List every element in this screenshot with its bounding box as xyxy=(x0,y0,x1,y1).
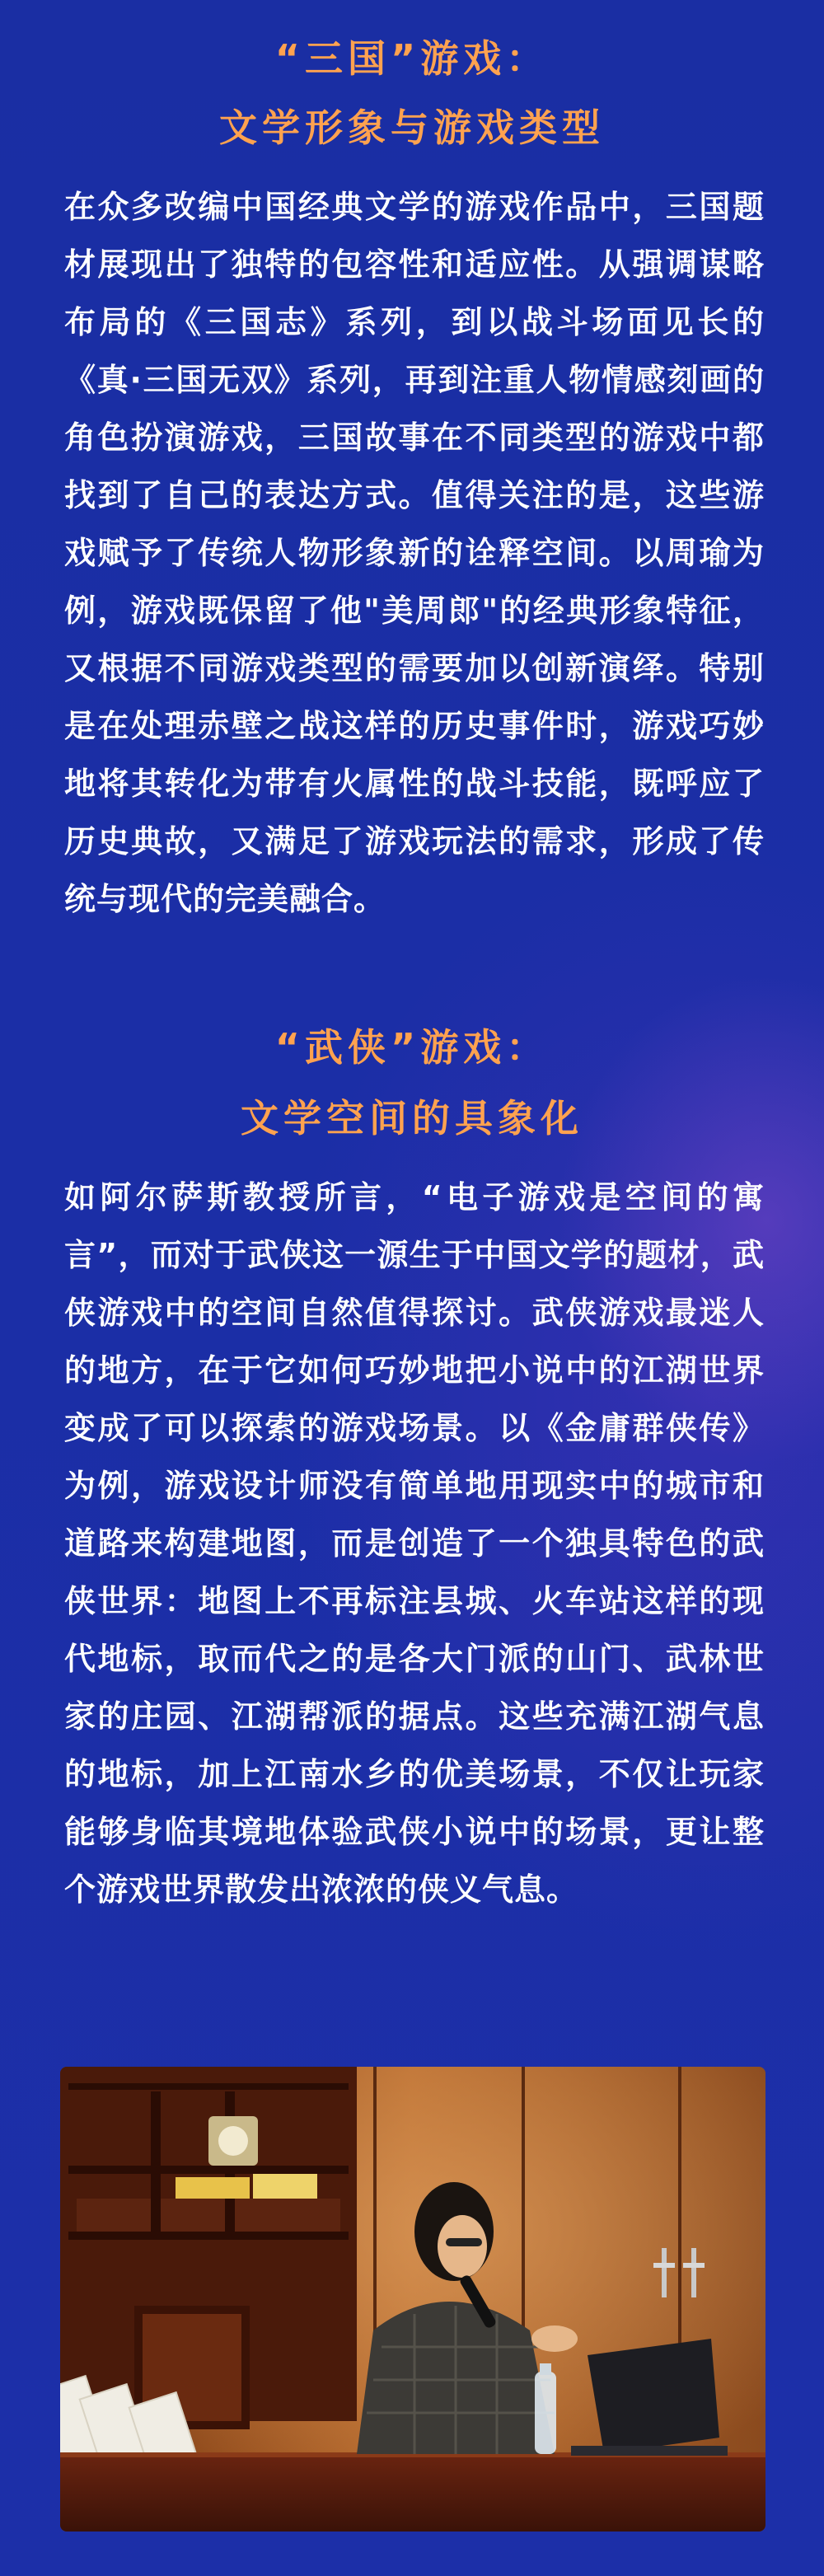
section2-title-line1: “武侠”游戏： xyxy=(274,1025,550,1070)
section1-title-line1: “三国”游戏： xyxy=(274,36,550,81)
lecture-photo-illustration xyxy=(60,2067,765,2532)
section2-paragraph: 如阿尔萨斯教授所言，“电子游戏是空间的寓言”，而对于武侠这一源生于中国文学的题材，武侠游戏中的空间自然值得探讨。武侠游戏最迷人的地方，在于它如何巧妙地把小说中的江湖世界变成了可以探索的游戏场景。以《金庸群侠传》为例，游戏设计师没有简单地用现实中的城市和道路来构建地图，而是创造了一个独具特色的武侠世界：地图上不再标注县城、火车站这样的现代地标，取而代之的是各大门派的山门、武林世家的庄园、江湖帮派的据点。这些充满江湖气息的地标，加上江南水乡的优美场景，不仅让玩家能够身临其境地体验武侠小说中的场景，更让整个游戏世界散发出浓浓的侠义气息。 xyxy=(64,1179,765,1908)
lecture-photo xyxy=(60,2067,765,2532)
section2-title-line2: 文学空间的具象化 xyxy=(241,1096,583,1140)
section1-paragraph: 在众多改编中国经典文学的游戏作品中，三国题材展现出了独特的包容性和适应性。从强调谋略布局的《三国志》系列，到以战斗场面见长的《真·三国无双》系列，再到注重人物情感刻画的角色扮演游戏，三国故事在不同类型的游戏中都找到了自己的表达方式。值得关注的是，这些游戏赋予了传统人物形象新的诠释空间。以周瑜为例，游戏既保留了他"美周郎"的经典形象特征，又根据不同游戏类型的需要加以创新演绎。特别是在处理赤壁之战这样的历史事件时，游戏巧妙地将其转化为带有火属性的战斗技能，既呼应了历史典故，又满足了游戏玩法的需求，形成了传统与现代的完美融合。 xyxy=(64,189,765,917)
section1-title-line2: 文学形象与游戏类型 xyxy=(219,105,605,150)
